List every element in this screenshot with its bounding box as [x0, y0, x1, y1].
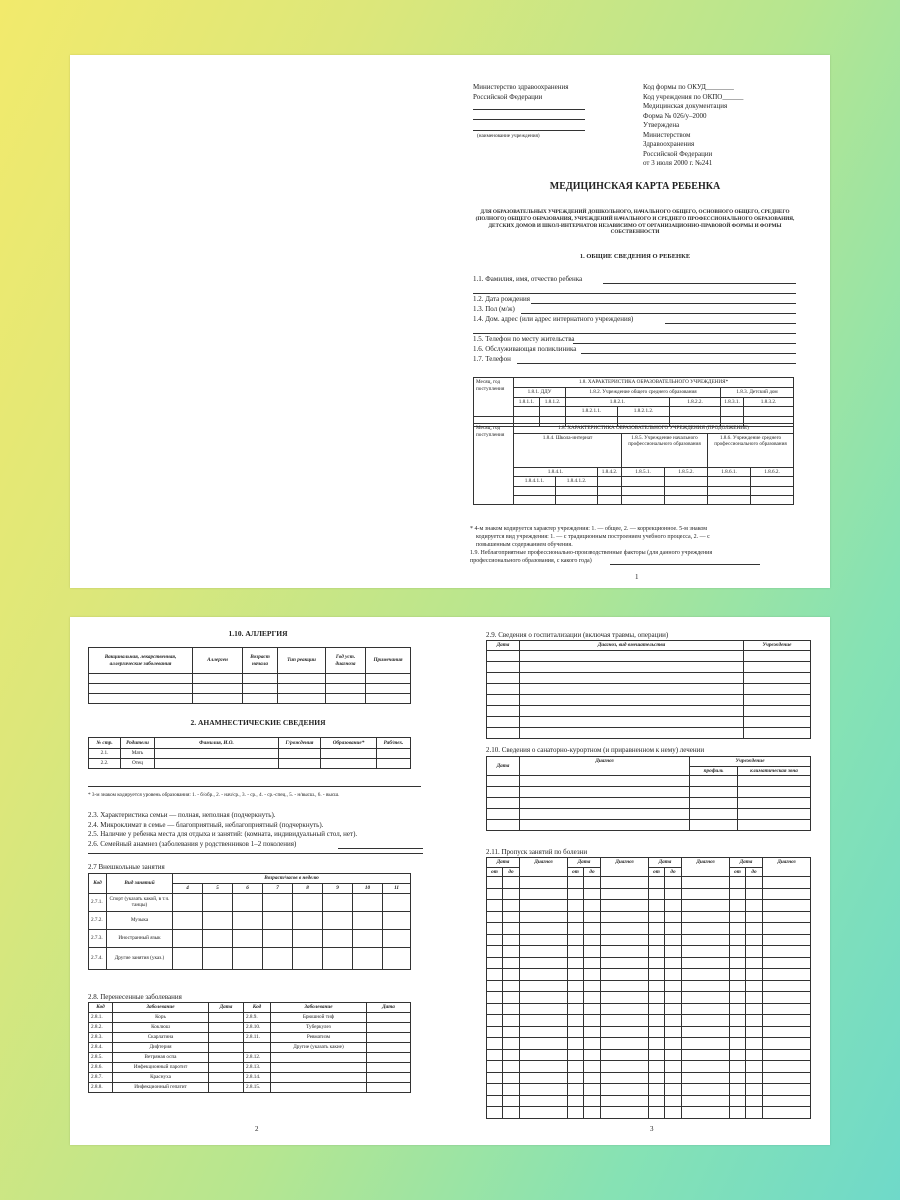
- disease-name: Краснуха: [113, 1072, 209, 1082]
- column-header: Аллерген: [193, 648, 243, 674]
- disease-name: Коклюш: [113, 1022, 209, 1032]
- column-header: № стр.: [89, 738, 121, 749]
- section-heading: 1. ОБЩИЕ СВЕДЕНИЯ О РЕБЕНКЕ: [579, 253, 691, 260]
- row-code: 2.8.6.: [89, 1062, 113, 1072]
- table-cell: 1.8.2.1.1.: [566, 407, 618, 417]
- footnote-line: кодируется вид учреждения: 1. — с традиционным построением учебного процесса, 2. — с: [476, 534, 710, 540]
- column-header: Учреждение: [744, 641, 811, 651]
- table-cell: 1.8.1.1.: [514, 397, 540, 407]
- table-row: [89, 929, 411, 947]
- activities-title: 2.7 Внешкольные занятия: [88, 863, 165, 871]
- column-header: Дата: [487, 641, 520, 651]
- row-code: 2.8.12.: [244, 1052, 271, 1062]
- table-cell: 1.8.3. Детский дом: [721, 388, 794, 398]
- month-year-cell: Месяц, год поступления: [474, 424, 514, 505]
- age-header: 4: [173, 884, 203, 894]
- diseases-table: [88, 1002, 411, 1093]
- form-code-line: Министерством: [643, 130, 691, 139]
- hospitalization-title: 2.9. Сведения о госпитализации (включая травмы, операции): [486, 631, 669, 639]
- column-header: Возраст/часов в неделю: [173, 874, 411, 884]
- footnote-line: 1.9. Неблагоприятные профессионально-производственные факторы (для данного учреждения: [470, 550, 713, 556]
- form-page-1: [70, 55, 830, 588]
- table-cell: 1.8.2.1.: [566, 397, 670, 407]
- column-header: Учреждение: [690, 757, 811, 767]
- field-label: 1.1. Фамилия, имя, отчество ребенка: [473, 275, 583, 283]
- table-row: [487, 1038, 811, 1050]
- table-cell: 1.8.5. Учреждение начального профессионального образования: [622, 433, 708, 467]
- table-heading: 1.8. ХАРАКТЕРИСТИКА ОБРАЗОВАТЕЛЬНОГО УЧРЕЖДЕНИЯ*: [514, 378, 794, 388]
- age-header: 11: [383, 884, 411, 894]
- table-row: [89, 893, 411, 911]
- table-row: [487, 888, 811, 900]
- column-header: Диагноз: [520, 757, 690, 776]
- row-code: 2.8.10.: [244, 1022, 271, 1032]
- row-label: Мать: [121, 749, 155, 759]
- institution-caption: (наименование учреждения): [477, 133, 540, 139]
- table-row: [487, 969, 811, 981]
- table-heading: 1.8. ХАРАКТЕРИСТИКА ОБРАЗОВАТЕЛЬНОГО УЧРЕЖДЕНИЯ (ПРОДОЛЖЕНИЕ): [514, 424, 794, 434]
- form-code-line: Российской Федерации: [643, 149, 713, 158]
- row-label: Другие занятия (указ.): [107, 947, 173, 969]
- disease-name: [271, 1082, 367, 1092]
- sanatorium-title: 2.10. Сведения о санаторно-курортном (и приравненном к нему) лечении: [486, 746, 705, 754]
- column-header: Образование*: [321, 738, 377, 749]
- column-header: Г/рождения: [279, 738, 321, 749]
- column-header: Диагноз: [682, 858, 730, 877]
- table-cell: 1.8.3.1.: [721, 397, 744, 407]
- age-header: 10: [353, 884, 383, 894]
- table-row: [89, 1062, 411, 1072]
- family-item: 2.5. Наличие у ребенка места для отдыха и занятий: (комната, индивидуальный стол, нет).: [88, 830, 358, 838]
- absence-title: 2.11. Пропуск занятий по болезни: [486, 848, 588, 856]
- disease-name: Корь: [113, 1012, 209, 1022]
- table-row: [487, 1049, 811, 1061]
- column-header: Дата: [487, 757, 520, 776]
- column-header: Вид занятий: [107, 874, 173, 894]
- table-cell: 1.8.3.2.: [744, 397, 794, 407]
- form-code-line: Медицинская документация: [643, 102, 728, 110]
- disease-name: [271, 1052, 367, 1062]
- family-items: [88, 811, 433, 850]
- form-code-line: от 3 июля 2000 г. №241: [643, 159, 713, 167]
- disease-name: Дифтерия: [113, 1042, 209, 1052]
- table-row: [89, 1032, 411, 1042]
- field-label: 1.4. Дом. адрес (или адрес интернатного учреждения): [473, 315, 634, 323]
- row-code: 2.8.11.: [244, 1032, 271, 1042]
- table-row: [487, 1095, 811, 1107]
- form-code-line: Утверждена: [643, 121, 680, 129]
- page-number: 1: [635, 573, 639, 581]
- column-header: Код: [89, 1003, 113, 1013]
- field-label: 1.3. Пол (м/ж): [473, 305, 515, 313]
- family-item: 2.6. Семейный анамнез (заболевания у родственников 1–2 поколения): [88, 839, 297, 848]
- table-cell: 1.8.1.2.: [540, 397, 566, 407]
- column-header: Вакцинальная, лекарственная, аллергические заболевания: [89, 648, 193, 674]
- row-code: 2.7.3.: [89, 929, 107, 947]
- page-subtitle: ДЛЯ ОБРАЗОВАТЕЛЬНЫХ УЧРЕЖДЕНИЙ ДОШКОЛЬНОГО, НАЧАЛЬНОГО ОБЩЕГО, ОСНОВНОГО ОБЩЕГО, СРЕДНЕГО (ПОЛНОГО) ОБЩЕГО ОБРАЗОВАНИЯ, УЧРЕЖДЕНИЙ НАЧАЛЬНОГО И СРЕДНЕГО ПРОФЕССИОНАЛЬНОГО ОБРАЗОВАНИЯ, ДЕТСКИХ ДОМОВ И ШКОЛ-ИНТЕРНАТОВ НЕЗАВИСИМО ОТ ОРГАНИЗАЦИОННО-ПРАВОВОЙ ФОРМЫ И ФОРМЫ СОБСТВЕННОСТИ: [475, 209, 795, 236]
- row-code: 2.8.3.: [89, 1032, 113, 1042]
- column-header: от: [649, 867, 665, 877]
- disease-name: Ветряная оспа: [113, 1052, 209, 1062]
- field-label: 1.6. Обслуживающая поликлиника: [473, 345, 577, 353]
- page-title: МЕДИЦИНСКАЯ КАРТА РЕБЕНКА: [549, 181, 721, 192]
- anamnesis-table: [88, 737, 411, 769]
- form-code-line: Код формы по ОКУД________: [643, 83, 734, 91]
- age-header: 8: [293, 884, 323, 894]
- table-row: [487, 1015, 811, 1027]
- column-header: Заболевание: [113, 1003, 209, 1013]
- column-header: Дата: [209, 1003, 244, 1013]
- column-header: Дата: [367, 1003, 411, 1013]
- table-cell: 1.8.2.1.2.: [618, 407, 670, 417]
- disease-name: [271, 1072, 367, 1082]
- table-cell: 1.8.5.1.: [622, 467, 665, 477]
- table-row: [487, 1107, 811, 1119]
- table-cell: 1.8.4.1.: [514, 467, 598, 477]
- row-code: 2.2.: [89, 759, 121, 769]
- absence-table: [486, 857, 811, 1119]
- disease-name: Инфекционный паротит: [113, 1062, 209, 1072]
- row-label: Музыка: [107, 911, 173, 929]
- row-code: [244, 1042, 271, 1052]
- row-code: 2.7.1.: [89, 893, 107, 911]
- footnote-line: профессионального образования, с какого года): [470, 558, 592, 564]
- age-header: 5: [203, 884, 233, 894]
- family-item: 2.3. Характеристика семьи — полная, неполная (подчеркнуть).: [88, 811, 276, 819]
- activities-table: [88, 873, 411, 970]
- field-label: 1.2. Дата рождения: [473, 295, 530, 303]
- column-header: Тип реакции: [278, 648, 326, 674]
- form-code-line: Форма № 026/у–2000: [643, 111, 707, 120]
- table-row: [487, 1084, 811, 1096]
- form-spread-2-3: [70, 617, 830, 1145]
- column-header: Возраст начала: [243, 648, 278, 674]
- column-header: профиль: [690, 766, 738, 776]
- row-code: 2.1.: [89, 749, 121, 759]
- table-cell: 1.8.2.2.: [670, 397, 721, 407]
- disease-name: [271, 1062, 367, 1072]
- column-header: Код: [244, 1003, 271, 1013]
- column-header: Код: [89, 874, 107, 894]
- table-row: [487, 980, 811, 992]
- column-header: Диагноз: [763, 858, 811, 877]
- general-info-fields: [473, 275, 803, 365]
- column-header: Дата: [649, 858, 682, 868]
- row-code: 2.8.2.: [89, 1022, 113, 1032]
- table-row: [487, 923, 811, 935]
- hospitalization-table: [486, 640, 811, 739]
- table-row: [487, 946, 811, 958]
- absence-rows: [487, 877, 811, 1119]
- age-header: 6: [233, 884, 263, 894]
- table-row: [487, 992, 811, 1004]
- column-header: до: [746, 867, 763, 877]
- disease-name: Скарлатина: [113, 1032, 209, 1042]
- disease-name: Ревматизм: [271, 1032, 367, 1042]
- table-row: [89, 1022, 411, 1032]
- column-header: Фамилия, И.О.: [155, 738, 279, 749]
- footnote-line: повышенным содержанием обучения.: [476, 542, 573, 548]
- form-code-line: Здравоохранения: [643, 140, 695, 148]
- row-code: 2.7.2.: [89, 911, 107, 929]
- month-year-cell: Месяц, год поступления: [474, 378, 514, 417]
- table-cell: 1.8.5.2.: [665, 467, 708, 477]
- table-row: [487, 1026, 811, 1038]
- disease-name: Брюшной тиф: [271, 1012, 367, 1022]
- disease-name: Другие (указать какие): [271, 1042, 367, 1052]
- table-row: [487, 877, 811, 889]
- column-header: Заболевание: [271, 1003, 367, 1013]
- table-cell: 1.8.2. Учреждение общего среднего образования: [566, 388, 721, 398]
- table-row: [89, 759, 411, 769]
- row-label: Спорт (указать какой, в т.ч. танцы): [107, 893, 173, 911]
- column-header: Дата: [568, 858, 601, 868]
- table-row: [487, 1003, 811, 1015]
- row-code: 2.8.5.: [89, 1052, 113, 1062]
- column-header: от: [568, 867, 584, 877]
- column-header: Родители: [121, 738, 155, 749]
- ministry-line-1: Министерство здравоохранения: [473, 83, 569, 91]
- age-header: 7: [263, 884, 293, 894]
- table-row: [89, 911, 411, 929]
- ministry-block: [473, 83, 623, 102]
- row-label: Иностранный язык: [107, 929, 173, 947]
- column-header: Дата: [487, 858, 520, 868]
- institution-table: [473, 377, 794, 427]
- table-row: [89, 1042, 411, 1052]
- table-row: [487, 911, 811, 923]
- table-cell: 1.8.4.1.2.: [556, 477, 598, 487]
- form-code-line: Код учреждения по ОКПО______: [643, 92, 744, 101]
- table-row: [487, 900, 811, 912]
- footnote-line: * 4-м знаком кодируется характер учреждения: 1. — общее, 2. — коррекционное. 5-м знаком: [470, 526, 708, 532]
- row-code: 2.8.9.: [244, 1012, 271, 1022]
- row-code: 2.8.7.: [89, 1072, 113, 1082]
- row-code: 2.8.15.: [244, 1082, 271, 1092]
- family-item: 2.4. Микроклимат в семье — благоприятный, неблагоприятный (подчеркнуть).: [88, 820, 324, 829]
- anamnesis-title: 2. АНАМНЕСТИЧЕСКИЕ СВЕДЕНИЯ: [190, 718, 326, 727]
- diseases-title: 2.8. Перенесенные заболевания: [88, 993, 182, 1001]
- table-row: [487, 957, 811, 969]
- disease-name: Инфекционный гепатит: [113, 1082, 209, 1092]
- row-code: 2.8.13.: [244, 1062, 271, 1072]
- table-cell: 1.8.6.2.: [751, 467, 794, 477]
- column-header: от: [487, 867, 503, 877]
- column-header: климатическая зона: [738, 766, 811, 776]
- page-number: 2: [255, 1125, 259, 1133]
- table-cell: 1.8.1. ДДУ: [514, 388, 566, 398]
- allergy-title: 1.10. АЛЛЕРГИЯ: [228, 629, 288, 638]
- field-label: 1.7. Телефон: [473, 355, 511, 363]
- age-header: 9: [323, 884, 353, 894]
- form-codes: [643, 83, 813, 169]
- footnote: [470, 525, 800, 565]
- table-row: [89, 1072, 411, 1082]
- row-code: 2.8.4.: [89, 1042, 113, 1052]
- table-row: [487, 1072, 811, 1084]
- column-header: Диагноз: [601, 858, 649, 877]
- table-row: [89, 1052, 411, 1062]
- column-header: Диагноз, вид вмешательства: [520, 641, 744, 651]
- row-label: Отец: [121, 759, 155, 769]
- row-code: 2.8.14.: [244, 1072, 271, 1082]
- table-cell: 1.8.4.2.: [598, 467, 622, 477]
- column-header: до: [503, 867, 520, 877]
- table-cell: 1.8.6. Учреждение среднего профессионального образования: [708, 433, 794, 467]
- column-header: Год уст. диагноза: [326, 648, 366, 674]
- disease-name: Туберкулез: [271, 1022, 367, 1032]
- row-code: 2.8.1.: [89, 1012, 113, 1022]
- table-row: [89, 1012, 411, 1022]
- column-header: Диагноз: [520, 858, 568, 877]
- column-header: от: [730, 867, 746, 877]
- ministry-line-2: Российской Федерации: [473, 92, 543, 101]
- table-cell: 1.8.4. Школа-интернат: [514, 433, 622, 467]
- row-code: 2.7.4.: [89, 947, 107, 969]
- allergy-table: [88, 647, 411, 704]
- institution-table-continued: [473, 423, 794, 505]
- page-number: 3: [650, 1125, 654, 1133]
- row-code: 2.8.8.: [89, 1082, 113, 1092]
- table-row: [89, 1082, 411, 1092]
- education-note: * 3-м знаком кодируется уровень образования: 1. - б/обр., 2. - нач/ср., 3. - ср., 4. - ср.-спец., 5. - н/высш., 6. - высш.: [88, 792, 340, 798]
- column-header: до: [665, 867, 682, 877]
- table-row: [487, 934, 811, 946]
- table-row: [487, 1061, 811, 1073]
- column-header: Дата: [730, 858, 763, 868]
- column-header: до: [584, 867, 601, 877]
- field-label: 1.5. Телефон по месту жительства: [473, 335, 575, 343]
- table-cell: 1.8.6.1.: [708, 467, 751, 477]
- column-header: Раб/тех.: [377, 738, 411, 749]
- sanatorium-table: [486, 756, 811, 831]
- table-cell: 1.8.4.1.1.: [514, 477, 556, 487]
- table-row: [89, 749, 411, 759]
- column-header: Примечания: [366, 648, 411, 674]
- table-row: [89, 947, 411, 969]
